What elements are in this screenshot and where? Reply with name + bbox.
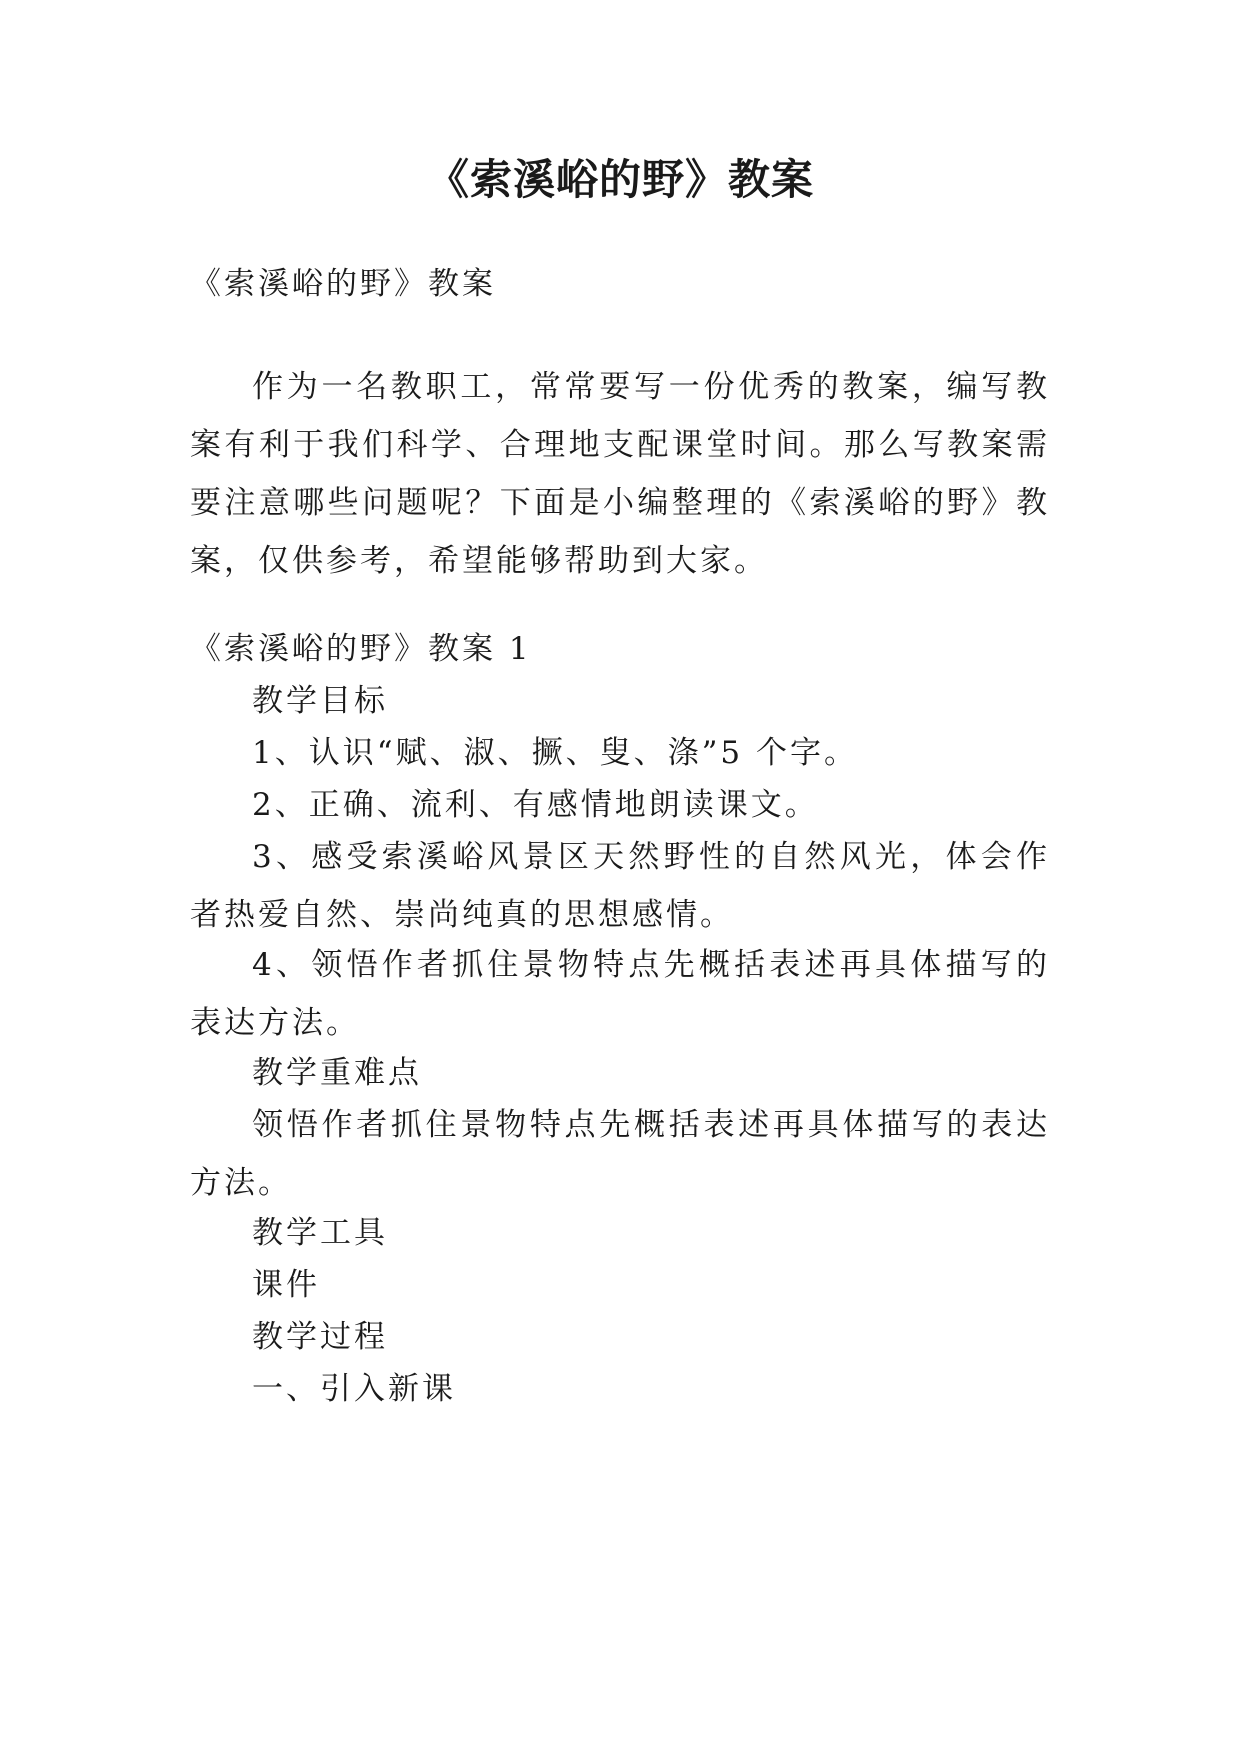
document-title: 《索溪峪的野》教案 <box>426 155 814 204</box>
difficulty-text: 领悟作者抓住景物特点先概括表述再具体描写的表达方法。 <box>190 1107 1050 1201</box>
section-heading: 《索溪峪的野》教案 1 <box>190 631 532 667</box>
document-subtitle: 《索溪峪的野》教案 <box>190 266 496 302</box>
process-heading: 教学过程 <box>252 1319 388 1355</box>
tools-text: 课件 <box>252 1267 320 1303</box>
process-step-1: 一、引入新课 <box>252 1371 456 1407</box>
goal-item-4: 4、领悟作者抓住景物特点先概括表述再具体描写的表达方法。 <box>190 947 1050 1041</box>
goal-item-1: 1、认识“赋、淑、撅、叟、涤”5 个字。 <box>252 735 858 771</box>
tools-heading: 教学工具 <box>252 1215 388 1251</box>
goal-item-2: 2、正确、流利、有感情地朗读课文。 <box>252 787 819 823</box>
intro-paragraph: 作为一名教职工，常常要写一份优秀的教案，编写教案有利于我们科学、合理地支配课堂时间。那么写教案需要注意哪些问题呢？下面是小编整理的《索溪峪的野》教案，仅供参考，希望能够帮助到大家。 <box>190 369 1050 579</box>
difficulty-heading: 教学重难点 <box>252 1055 422 1091</box>
goal-item-3: 3、感受索溪峪风景区天然野性的自然风光，体会作者热爱自然、崇尚纯真的思想感情。 <box>190 839 1050 933</box>
goals-heading: 教学目标 <box>252 683 388 719</box>
